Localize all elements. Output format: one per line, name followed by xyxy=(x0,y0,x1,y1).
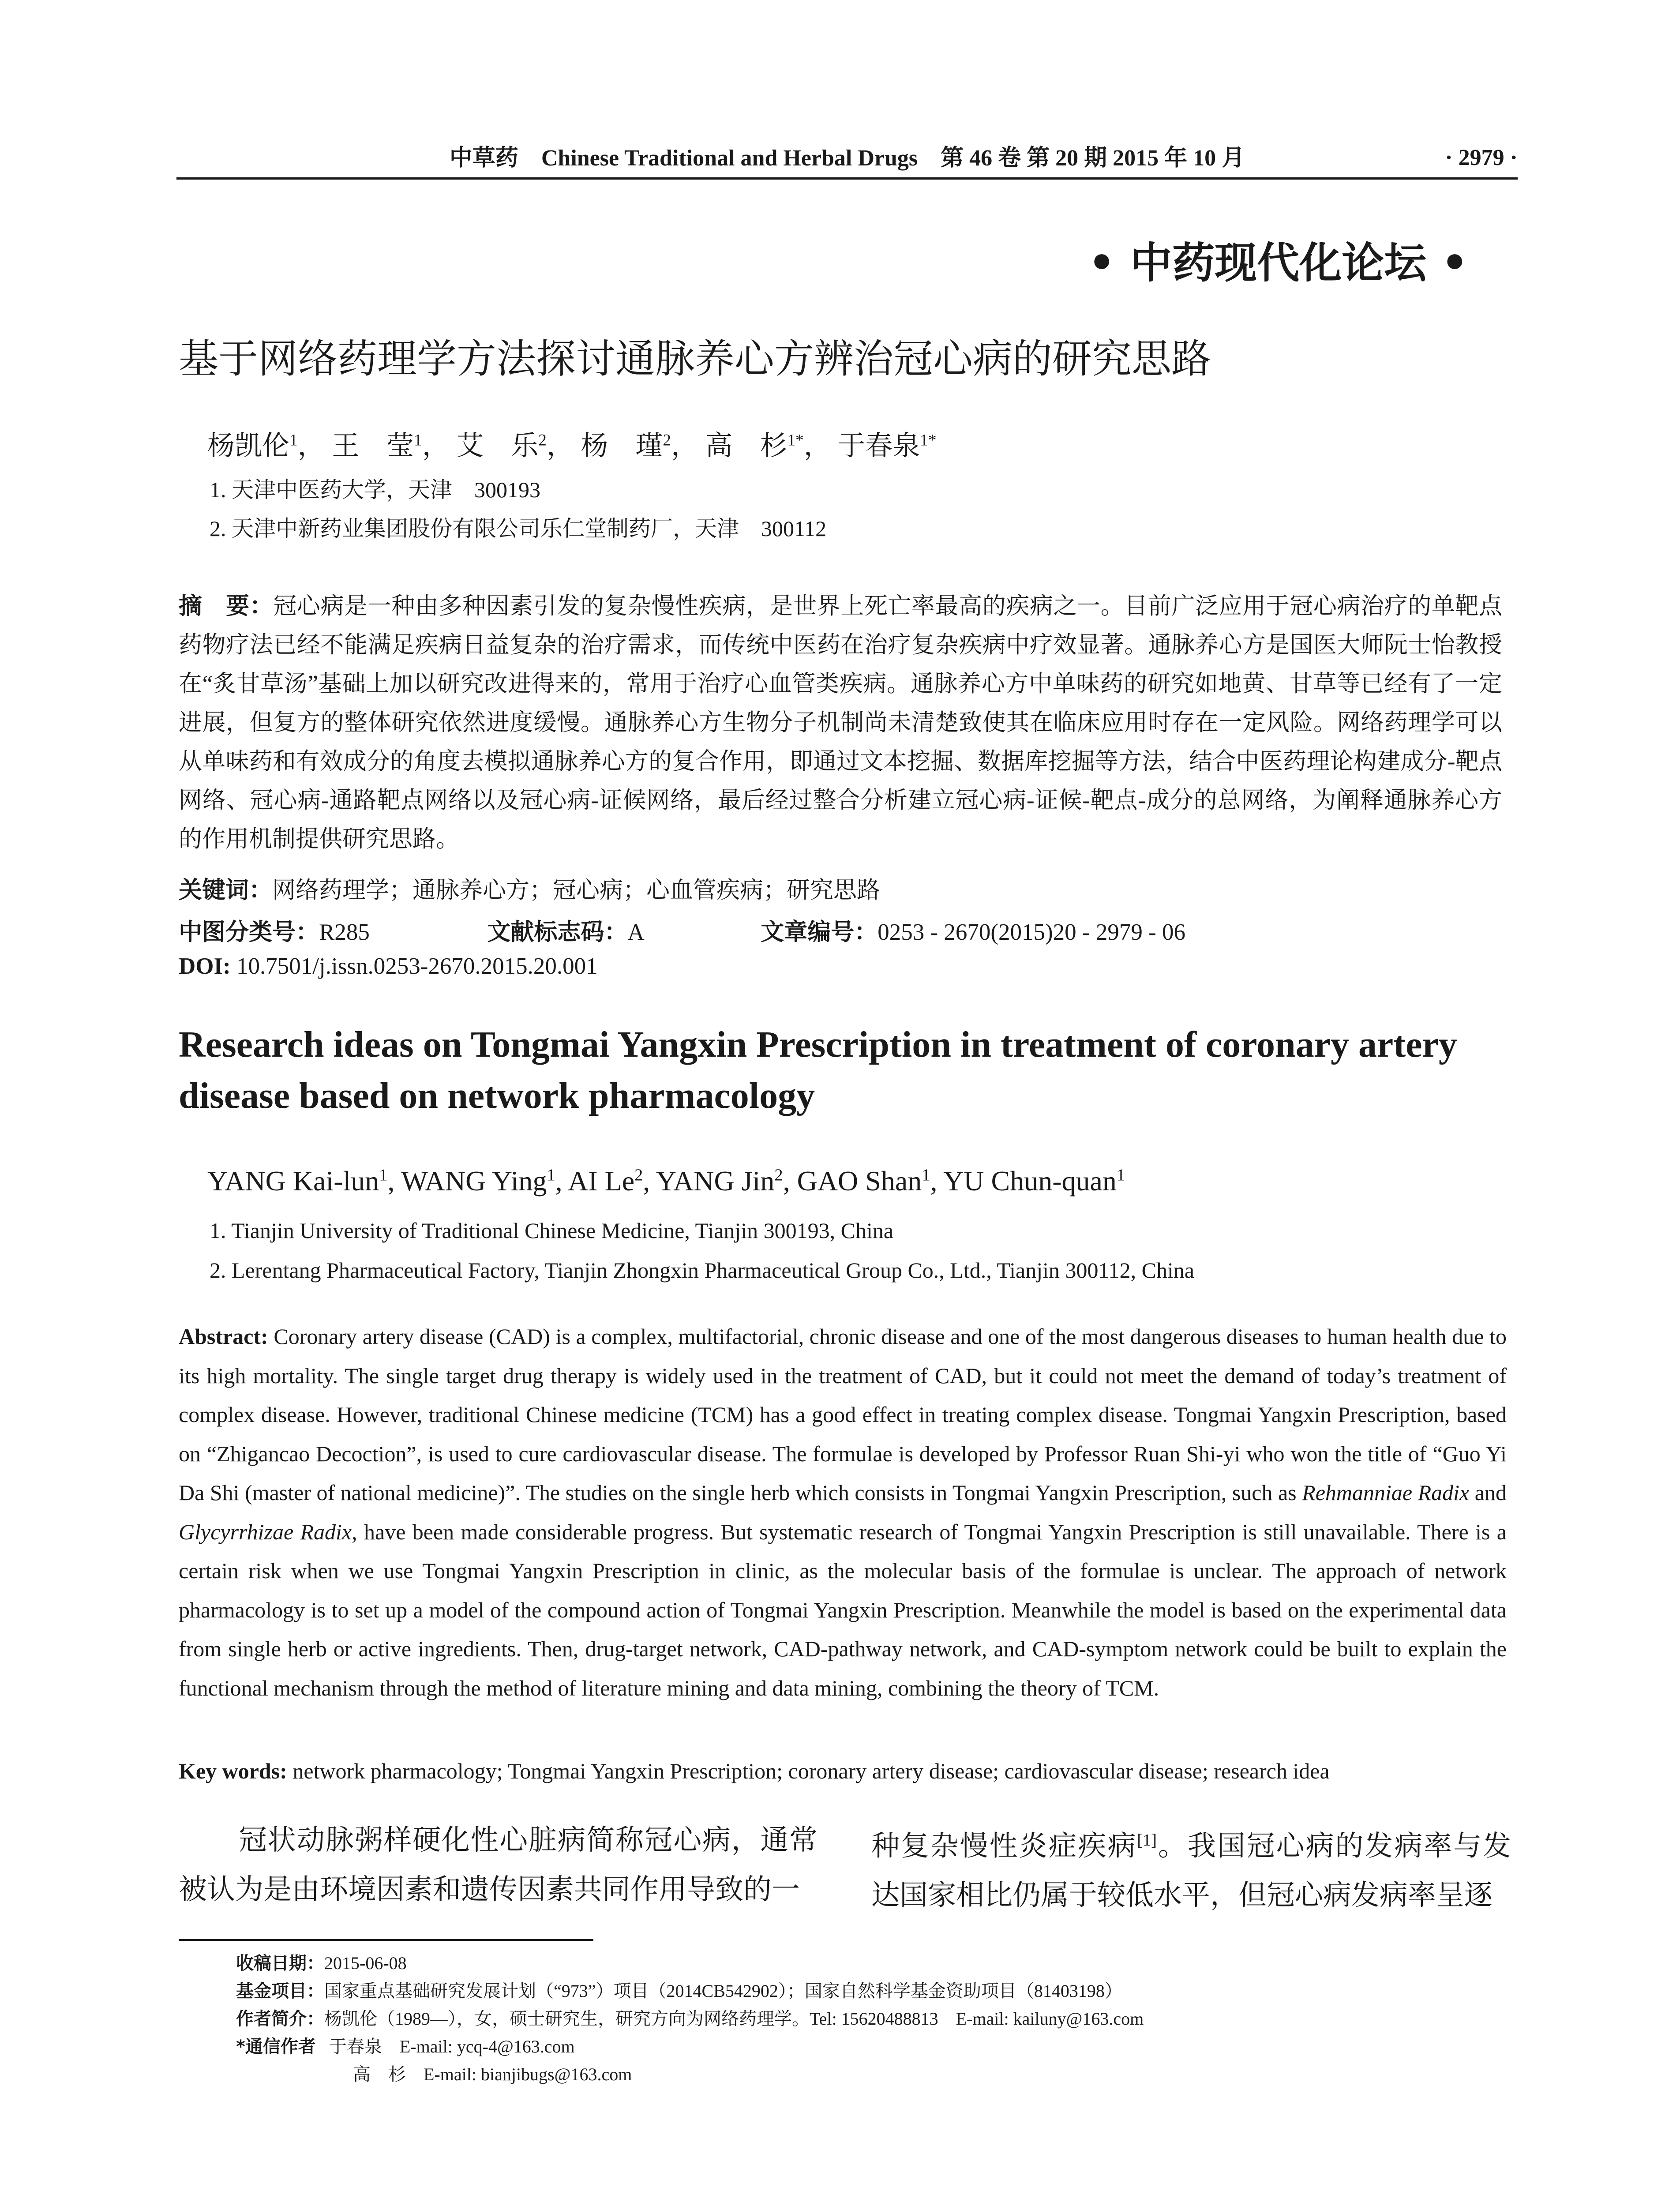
en-keywords-text: network pharmacology; Tongmai Yangxin Prescription; coronary artery disease; cardiovascular disease; research idea xyxy=(292,1759,1330,1783)
author-affil-mark: 1 xyxy=(922,1166,930,1185)
corr-label: *通信作者 xyxy=(236,2037,316,2057)
cn-keywords-label: 关键词： xyxy=(179,877,272,904)
author-name: AI Le xyxy=(568,1165,635,1197)
herb-name-1: Rehmanniae Radix xyxy=(1302,1480,1470,1505)
author-affil-mark: 2 xyxy=(663,431,671,450)
corr-author-1: 于春泉 E-mail: ycq-4@163.com xyxy=(329,2037,575,2056)
author-name: YANG Jin xyxy=(656,1165,775,1197)
en-title: Research ideas on Tongmai Yangxin Prescription in treatment of coronary artery disease based on network pharmacology xyxy=(179,1024,1457,1116)
en-authors: YANG Kai-lun$^1$, WANG Ying$^1$, AI Le$^2$, YANG Jin$^2$, GAO Shan$^1$, YU Chun-quan$^1$ xyxy=(207,1165,1125,1197)
en-keywords-label: Key words: xyxy=(179,1759,287,1783)
author-name: 于春泉 xyxy=(838,431,920,461)
en-affiliation-2: 2. Lerentang Pharmaceutical Factory, Tianjin Zhongxin Pharmaceutical Group Co., Ltd., Tianjin 300112, China xyxy=(210,1258,1195,1283)
cn-affiliation-1: 1. 天津中医药大学，天津 300193 xyxy=(210,477,540,502)
journal-cn-name: 中草药 xyxy=(449,145,518,171)
author-name: YANG Kai-lun xyxy=(207,1165,379,1197)
doc-code-label: 文献标志码： xyxy=(487,919,628,945)
column-tag: • 中药现代化论坛 • xyxy=(1088,238,1468,288)
doi-value: 10.7501/j.issn.0253-2670.2015.20.001 xyxy=(236,953,598,979)
author-affil-mark: 1 xyxy=(414,431,422,450)
page-number: · 2979 · xyxy=(1445,145,1518,170)
journal-en-name: Chinese Traditional and Herbal Drugs xyxy=(541,146,918,171)
bio-text: 杨凯伦（1989—），女，硕士研究生，研究方向为网络药理学。Tel: 15620488813 E-mail: kailuny@163.com xyxy=(324,2009,1144,2029)
en-affiliation-1: 1. Tianjin University of Traditional Chinese Medicine, Tianjin 300193, China xyxy=(210,1218,894,1243)
author-affil-mark: 1* xyxy=(787,431,804,450)
cn-abstract xyxy=(179,587,1502,859)
fund-text: 国家重点基础研究发展计划（“973”）项目（2014CB542902）；国家自然科学基金资助项目（81403198） xyxy=(324,1981,1122,2001)
citation-mark: [1] xyxy=(1137,1831,1157,1850)
en-abstract xyxy=(179,1317,1507,1707)
footnote-fund xyxy=(236,1978,1515,2004)
running-header xyxy=(176,137,1518,179)
author-affil-mark: 1 xyxy=(547,1166,555,1185)
received-date: 2015-06-08 xyxy=(324,1953,407,1973)
en-abstract-text-1: Coronary artery disease (CAD) is a complex, multifactorial, chronic disease and one of the most dangerous diseases to human health due to its high mortality. The single target drug therapy is widely used in the treatment of CAD, but it could not meet the demand of today’s treatment of complex disease. However, traditional Chinese medicine (TCM) has a good effect in treating complex disease. Tongmai Yangxin Prescription, based on “Zhigancao Decoction”, is used to cure cardiovascular disease. The formulae is developed by Professor Ruan Shi-yi who won the title of “Guo Yi Da Shi (master of national medicine)”. The studies on the single herb which consists in Tongmai Yangxin Prescription, such as xyxy=(179,1324,1507,1505)
issue-info: 第 46 卷 第 20 期 2015 年 10 月 xyxy=(941,146,1245,171)
doi-label: DOI: xyxy=(179,953,231,979)
header-rule xyxy=(176,177,1518,180)
author-affil-mark: 2 xyxy=(634,1166,643,1185)
herb-name-2: Glycyrrhizae Radix xyxy=(179,1519,352,1544)
footnote-rule xyxy=(179,1939,593,1941)
author-affil-mark: 2 xyxy=(538,431,547,450)
cn-authors: 杨凯伦$^1$， 王 莹$^1$， 艾 乐$^2$， 杨 瑾$^2$， 高 杉$^{1*}$， 于春泉$^{1*}$ xyxy=(207,431,937,461)
en-keywords xyxy=(179,1758,1330,1784)
article-no-label: 文章编号： xyxy=(761,919,878,945)
fund-label: 基金项目： xyxy=(236,1981,324,2001)
cn-affiliation-2: 2. 天津中新药业集团股份有限公司乐仁堂制药厂，天津 300112 xyxy=(210,516,827,541)
body-text-right: 种复杂慢性炎症疾病 xyxy=(871,1830,1137,1862)
author-affil-mark: 1 xyxy=(289,431,298,450)
author-name: 艾 乐 xyxy=(456,431,539,461)
en-abstract-and: and xyxy=(1469,1480,1507,1505)
body-column-right xyxy=(871,1816,1511,1920)
clc-label: 中图分类号： xyxy=(179,919,319,945)
cn-keywords xyxy=(179,871,880,905)
author-name: YU Chun-quan xyxy=(943,1165,1117,1197)
author-name: 杨凯伦 xyxy=(207,431,290,461)
en-abstract-label: Abstract: xyxy=(179,1324,268,1349)
cn-keywords-text: 网络药理学；通脉养心方；冠心病；心血管疾病；研究思路 xyxy=(272,878,880,903)
author-affil-mark: 1* xyxy=(920,431,937,450)
body-text-left: 冠状动脉粥样硬化性心脏病简称冠心病，通常被认为是由环境因素和遗传因素共同作用导致的一 xyxy=(179,1824,818,1905)
author-name: 杨 瑾 xyxy=(581,431,663,461)
footnote-correspondence xyxy=(236,2033,1515,2060)
bio-label: 作者简介： xyxy=(236,2009,324,2029)
body-column-left xyxy=(179,1816,818,1914)
author-name: WANG Ying xyxy=(401,1165,547,1197)
cn-abstract-label: 摘 要： xyxy=(179,593,274,619)
footnote-received xyxy=(236,1950,1515,1977)
article-no-value: 0253 - 2670(2015)20 - 2979 - 06 xyxy=(878,919,1185,945)
en-abstract-text-2: , have been made considerable progress. But systematic research of Tongmai Yangxin Prescription is still unavailable. There is a certain risk when we use Tongmai Yangxin Prescription in clinic, as the molecular basis of the formulae is unclear. The approach of network pharmacology is to set up a model of the compound action of Tongmai Yangxin Prescription. Meanwhile the model is based on the experimental data from single herb or active ingredients. Then, drug-target network, CAD-pathway network, and CAD-symptom network could be built to explain the functional mechanism through the method of literature mining and data mining, combining the theory of TCM. xyxy=(179,1519,1507,1700)
received-label: 收稿日期： xyxy=(236,1953,324,1973)
author-affil-mark: 1 xyxy=(379,1166,388,1185)
doi-line xyxy=(179,953,598,979)
author-name: 高 杉 xyxy=(705,431,788,461)
author-name: GAO Shan xyxy=(797,1165,922,1197)
footnote-bio xyxy=(236,2006,1515,2032)
doc-code-value: A xyxy=(627,919,643,945)
running-header-center xyxy=(176,137,1518,180)
classification-line xyxy=(179,913,1185,947)
clc-value: R285 xyxy=(319,919,370,945)
author-affil-mark: 2 xyxy=(774,1166,783,1185)
body-text-right-rest: 。我国冠心病的发病率与发达国家相比仍属于较低水平，但冠心病发病率呈逐 xyxy=(871,1830,1511,1911)
cn-title: 基于网络药理学方法探讨通脉养心方辨治冠心病的研究思路 xyxy=(179,336,1211,382)
author-affil-mark: 1 xyxy=(1116,1166,1125,1185)
author-name: 王 莹 xyxy=(332,431,414,461)
cn-abstract-text: 冠心病是一种由多种因素引发的复杂慢性疾病，是世界上死亡率最高的疾病之一。目前广泛应用于冠心病治疗的单靶点药物疗法已经不能满足疾病日益复杂的治疗需求，而传统中医药在治疗复杂疾病中疗效显著。通脉养心方是国医大师阮士怡教授在“炙甘草汤”基础上加以研究改进得来的，常用于治疗心血管类疾病。通脉养心方中单味药的研究如地黄、甘草等已经有了一定进展，但复方的整体研究依然进度缓慢。通脉养心方生物分子机制尚未清楚致使其在临床应用时存在一定风险。网络药理学可以从单味药和有效成分的角度去模拟通脉养心方的复合作用，即通过文本挖掘、数据库挖掘等方法，结合中医药理论构建成分-靶点网络、冠心病-通路靶点网络以及冠心病-证候网络，最后经过整合分析建立冠心病-证候-靶点-成分的总网络，为阐释通脉养心方的作用机制提供研究思路。 xyxy=(179,593,1502,852)
footnote-correspondence-2: 高 杉 E-mail: bianjibugs@163.com xyxy=(353,2064,632,2084)
